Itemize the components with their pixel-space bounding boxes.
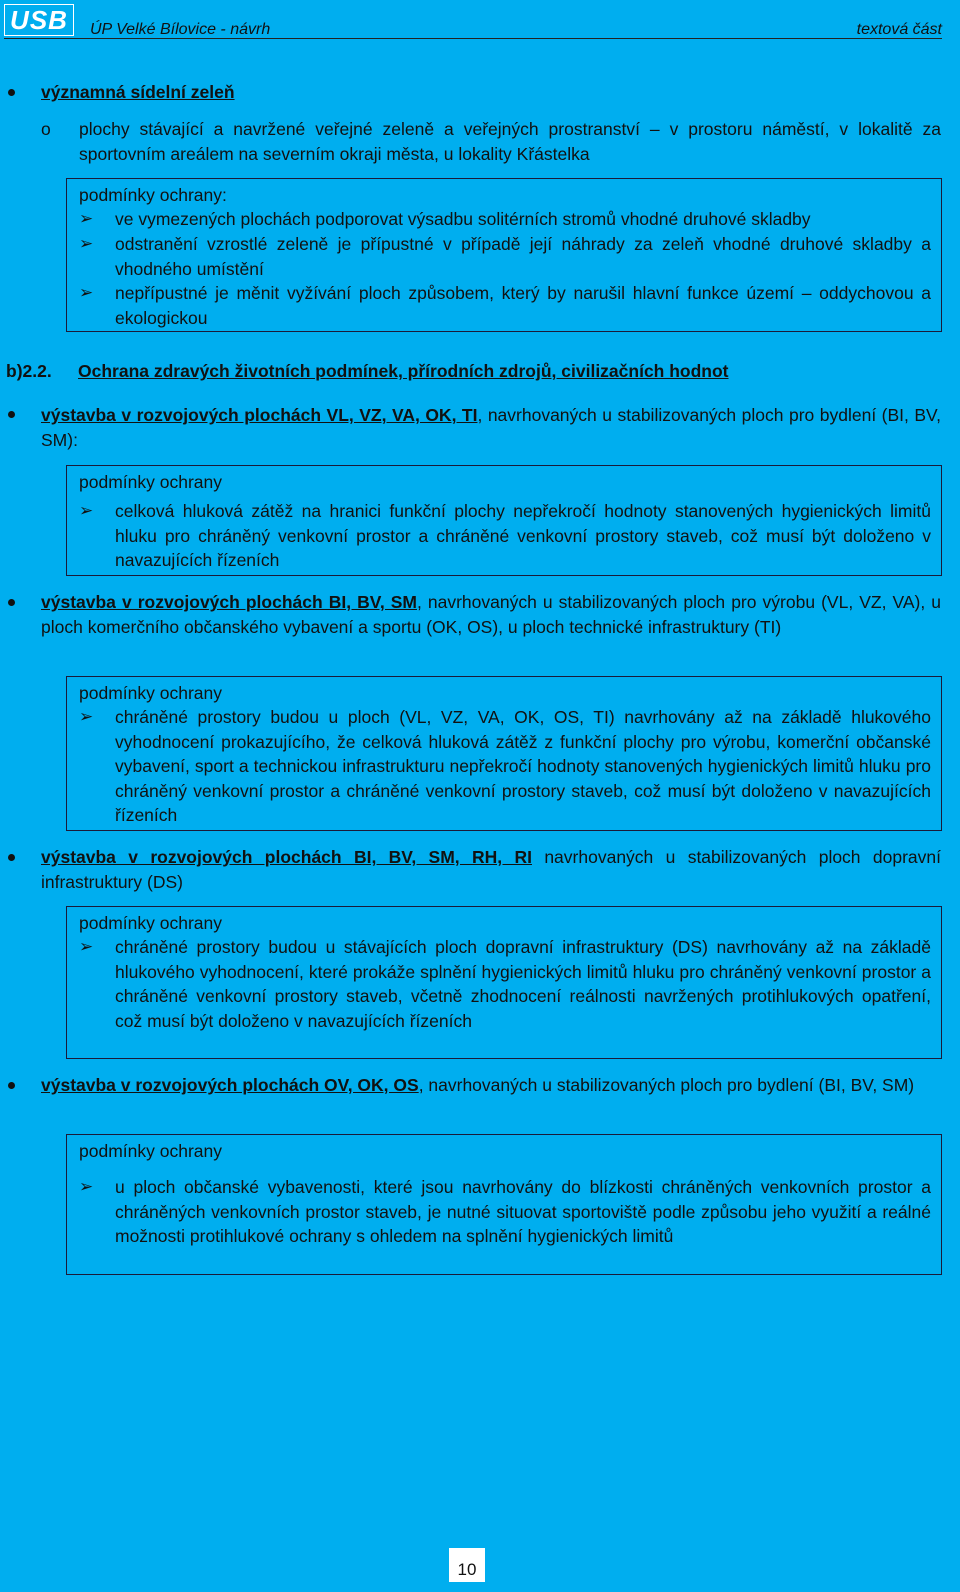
page-number: 10 [449, 1548, 485, 1582]
bullet-icon [8, 854, 15, 861]
bullet-text-vl-vz [41, 403, 941, 452]
arrow-bullet-icon: ➢ [79, 937, 94, 956]
protection-conditions-box-green [66, 178, 942, 332]
arrow-bullet-icon: ➢ [79, 209, 94, 228]
arrow-bullet-icon: ➢ [79, 707, 94, 726]
condition-item: ve vymezených plochách podporovat výsadbu solitérních stromů vhodné druhové skladby [115, 209, 811, 229]
arrow-bullet-icon: ➢ [79, 1177, 94, 1196]
usb-logo: USB [4, 4, 74, 36]
protection-conditions-box-2 [66, 676, 942, 831]
bullet-rest-text: , navrhovaných u stabilizovaných ploch pro bydlení (BI, BV, SM): [41, 405, 941, 450]
bullet-bold-label: výstavba v rozvojových plochách BI, BV, SM [41, 592, 417, 612]
box-title: podmínky ochrany [79, 913, 222, 933]
bullet-heading-green: významná sídelní zeleň [41, 82, 235, 102]
bullet-bold-label: výstavba v rozvojových plochách OV, OK, OS [41, 1075, 419, 1095]
protection-conditions-box-3 [66, 906, 942, 1059]
arrow-bullet-icon: ➢ [79, 234, 94, 253]
protection-conditions-box-4 [66, 1134, 942, 1275]
bullet-text-bi-rh-ri [41, 845, 941, 894]
condition-item: nepřípustné je měnit vyžívání ploch způsobem, který by narušil hlavní funkce území – oddychovou a ekologickou [115, 283, 931, 328]
bullet-icon [8, 599, 15, 606]
bullet-text-ov-ok-os [41, 1073, 941, 1098]
page-header [4, 4, 942, 39]
bullet-icon [8, 89, 15, 96]
section-number: b)2.2. [6, 361, 52, 381]
bullet-text-bi-bv-sm [41, 590, 941, 639]
condition-item: u ploch občanské vybavenosti, které jsou navrhovány do blízkosti chráněných venkovních prostor a chráněných venkovních prostor staveb, je nutné situovat sportoviště podle způsobu jeho využití a reálné možnosti protihlukové ochrany s ohledem na splnění hygienických limitů [115, 1177, 931, 1247]
box-title: podmínky ochrany [79, 683, 222, 703]
bullet-bold-label: výstavba v rozvojových plochách BI, BV, SM, RH, RI [41, 847, 532, 867]
condition-item: chráněné prostory budou u stávajících ploch dopravní infrastruktury (DS) navrhovány až na základě hlukového vyhodnocení, které prokáže splnění hygienických limitů hluku pro chráněný venkovní prostor a chráněné venkovní prostory staveb, včetně zhodnocení reálnosti navržených protihlukových opatření, což musí být doloženo v navazujících řízeních [115, 937, 931, 1031]
condition-item: odstranění vzrostlé zeleně je přípustné v případě její náhrady za zeleň vhodné druhové skladby a vhodného umístění [115, 234, 931, 279]
bullet-icon [8, 411, 15, 418]
condition-item: celková hluková zátěž na hranici funkční plochy nepřekročí hodnoty stanovených hygienických limitů hluku pro chráněný venkovní prostor a chráněné venkovní prostory staveb, což musí být doloženo v navazujících řízeních [115, 501, 931, 571]
arrow-bullet-icon: ➢ [79, 283, 94, 302]
green-areas-text: plochy stávající a navržené veřejné zeleně a veřejných prostranství – v prostoru náměstí, v lokalitě za sportovním areálem na severním okraji města, u lokality Křástelka [79, 119, 941, 164]
bullet-bold-label: výstavba v rozvojových plochách VL, VZ, VA, OK, TI [41, 405, 478, 425]
bullet-rest-text: , navrhovaných u stabilizovaných ploch pro bydlení (BI, BV, SM) [418, 1075, 915, 1095]
bullet-icon [8, 1082, 15, 1089]
box-title: podmínky ochrany: [79, 185, 227, 205]
arrow-bullet-icon: ➢ [79, 501, 94, 520]
bullet-rest-text: navrhovaných u stabilizovaných ploch dopravní infrastruktury (DS) [41, 847, 941, 892]
section-heading: Ochrana zdravých životních podmínek, přírodních zdrojů, civilizačních hodnot [78, 361, 729, 381]
document-title: ÚP Velké Bílovice - návrh [90, 21, 271, 38]
box-title: podmínky ochrany [79, 1141, 222, 1161]
bullet-rest-text: , navrhovaných u stabilizovaných ploch pro výrobu (VL, VZ, VA), u ploch komerčního občanského vybavení a sportu (OK, OS), u ploch technické infrastruktury (TI) [41, 592, 941, 637]
box-title: podmínky ochrany [79, 472, 222, 492]
protection-conditions-box-1 [66, 465, 942, 576]
document-part-label: textová část [856, 21, 942, 38]
sub-bullet-marker: o [41, 119, 51, 139]
condition-item: chráněné prostory budou u ploch (VL, VZ, VA, OK, OS, TI) navrhovány až na základě hlukového vyhodnocení prokazujícího, že celková hluková zátěž z funkční plochy pro výrobu, komerční občanské vybavení, sport a technickou infrastrukturu nepřekročí hodnoty stanovených hygienických limitů hluku pro chráněný venkovní prostor a chráněné venkovní prostory staveb, což musí být doloženo v navazujících řízeních [115, 707, 931, 826]
